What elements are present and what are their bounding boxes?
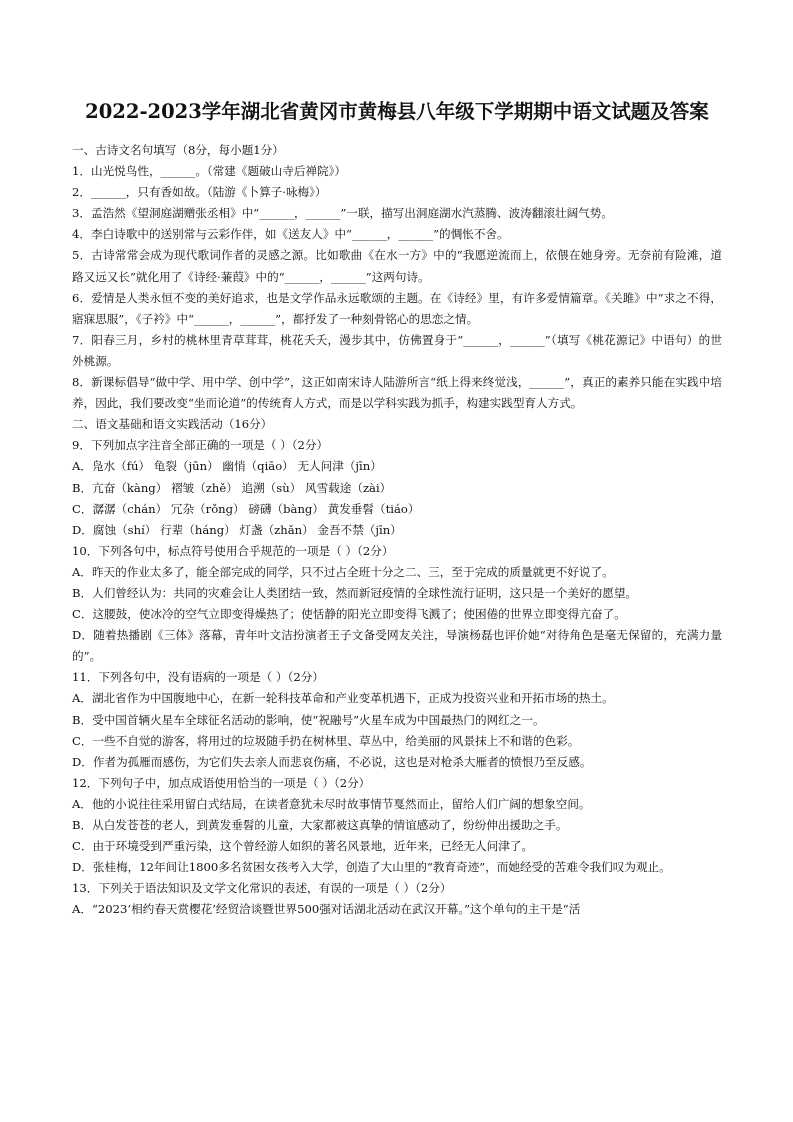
question-line: 13．下列关于语法知识及文学文化常识的表述，有误的一项是（ ）（2分） [72, 881, 452, 896]
document-title: 2022-2023学年湖北省黄冈市黄梅县八年级下学期期中语文试题及答案 [85, 100, 709, 123]
option-line: B．从白发苍苍的老人，到黄发垂髫的儿童，大家都被这真挚的情谊感动了，纷纷伸出援助之手。 [72, 818, 568, 832]
option-line: B．人们曾经认为：共同的灾难会让人类团结一致，然而新冠疫情的全球性流行证明，这只是一个美好的愿望。 [72, 585, 638, 600]
option-line: A．凫水（fú） 龟裂（jūn） 幽悄（qiāo） 无人问津（jīn） [72, 459, 382, 474]
option-line: C．这腰鼓，使冰冷的空气立即变得燥热了；使恬静的阳光立即变得飞溅了；使困倦的世界立即变得亢奋了。 [72, 607, 626, 622]
option-line: D．腐蚀（shí） 行辈（háng） 灯盏（zhǎn） 金吾不禁（jīn） [72, 522, 402, 537]
exam-page [72, 92, 722, 920]
option-line: D．张桂梅，12年间让1800多名贫困女孩考入大学，创造了大山里的“教育奇迹”，而她经受的苦难令我们叹为观止。 [72, 860, 671, 875]
question-line: 10．下列各句中，标点符号使用合乎规范的一项是（ ）（2分） [72, 543, 394, 558]
question-line: 8．新课标倡导“做中学、用中学、创中学”，这正如南宋诗人陆游所言“纸上得来终觉浅，______”，真正的素养只能在实践中培养，因此，我们要改变“坐而论道”的传统育人方式，而是以学科实践为抓手，构建实践型育人方式。 [72, 375, 722, 411]
question-line: 12．下列句子中，加点成语使用恰当的一项是（ ）（2分） [72, 775, 371, 790]
option-line: D．作者为孤雁而感伤，为它们失去亲人而悲哀伤痛，不必说，这也是对枪杀大雁者的愤恨乃至反感。 [72, 754, 592, 769]
option-line: A．他的小说往往采用留白式结局，在读者意犹未尽时故事情节戛然而止，留给人们广阔的想象空间。 [72, 796, 591, 811]
question-line: 4．李白诗歌中的送别常与云彩作伴，如《送友人》中“______，______”的惆怅不舍。 [72, 227, 509, 242]
option-line: A．湖北省作为中国腹地中心，在新一轮科技革命和产业变革机遇下，正成为投资兴业和开拓市场的热土。 [72, 691, 614, 706]
question-line: 6．爱情是人类永恒不变的美好追求，也是文学作品永远歌颂的主题。在《诗经》里，有许多爱情篇章。《关雎》中“求之不得，寤寐思服”，《子衿》中“______，______”，都抒发了一种刻骨铭心的思恋之情。 [72, 290, 722, 326]
option-line: C．潺潺（chán） 冗杂（rǒng） 磅礴（bàng） 黄发垂髫（tiáo） [72, 501, 420, 516]
option-line: C．一些不自觉的游客，将用过的垃圾随手扔在树林里、草丛中，给美丽的风景抹上不和谐的色彩。 [72, 733, 580, 748]
option-line: B．受中国首辆火星车全球征名活动的影响，使“祝融号”火星车成为中国最热门的网红之一。 [72, 712, 545, 727]
question-line: 11．下列各句中，没有语病的一项是（ ）（2分） [72, 670, 324, 685]
question-line: 7．阳春三月，乡村的桃林里青草茸茸，桃花夭夭，漫步其中，仿佛置身于“______，______”（填写《桃花源记》中语句）的世外桃源。 [72, 332, 722, 368]
section-heading: 二、语文基础和语文实践活动（16分） [72, 417, 273, 432]
option-line: A．“2023‘相约春天赏樱花’经贸洽谈暨世界500强对话湖北活动在武汉开幕。”这个单句的主干是“活 [72, 902, 581, 917]
question-line: 2．______，只有香如故。（陆游《卜算子·咏梅》） [72, 185, 327, 200]
question-line: 5．古诗常常会成为现代歌词作者的灵感之源。比如歌曲《在水一方》中的“我愿逆流而上，依偎在她身旁。无奈前有险滩，道路又远又长”就化用了《诗经·蒹葭》中的“______，______”这两句诗。 [72, 248, 722, 284]
option-line: B．亢奋（kàng） 褶皱（zhě） 追溯（sù） 风雪载途（zài） [72, 480, 392, 495]
option-line: C．由于环境受到严重污染，这个曾经游人如织的著名风景地，近年来，已经无人问津了。 [72, 839, 534, 854]
section-heading: 一、古诗文名句填写（8分，每小题1分） [72, 143, 284, 157]
document-body [72, 140, 722, 920]
question-line: 3．孟浩然《望洞庭湖赠张丞相》中“______，______”一联，描写出洞庭湖水汽蒸腾、波涛翻滚壮阔气势。 [72, 206, 613, 221]
option-line: A．昨天的作业太多了，能全部完成的同学，只不过占全班十分之二、三，至于完成的质量就更不好说了。 [72, 564, 614, 579]
question-line: 9．下列加点字注音全部正确的一项是（ ）（2分） [72, 438, 329, 453]
question-line: 1．山光悦鸟性，______。（常建《题破山寺后禅院》） [72, 164, 347, 179]
option-line: D．随着热播剧《三体》落幕，青年叶文洁扮演者王子文备受网友关注，导演杨磊也评价她“对待角色是毫无保留的，充满力量的”。 [72, 628, 722, 664]
